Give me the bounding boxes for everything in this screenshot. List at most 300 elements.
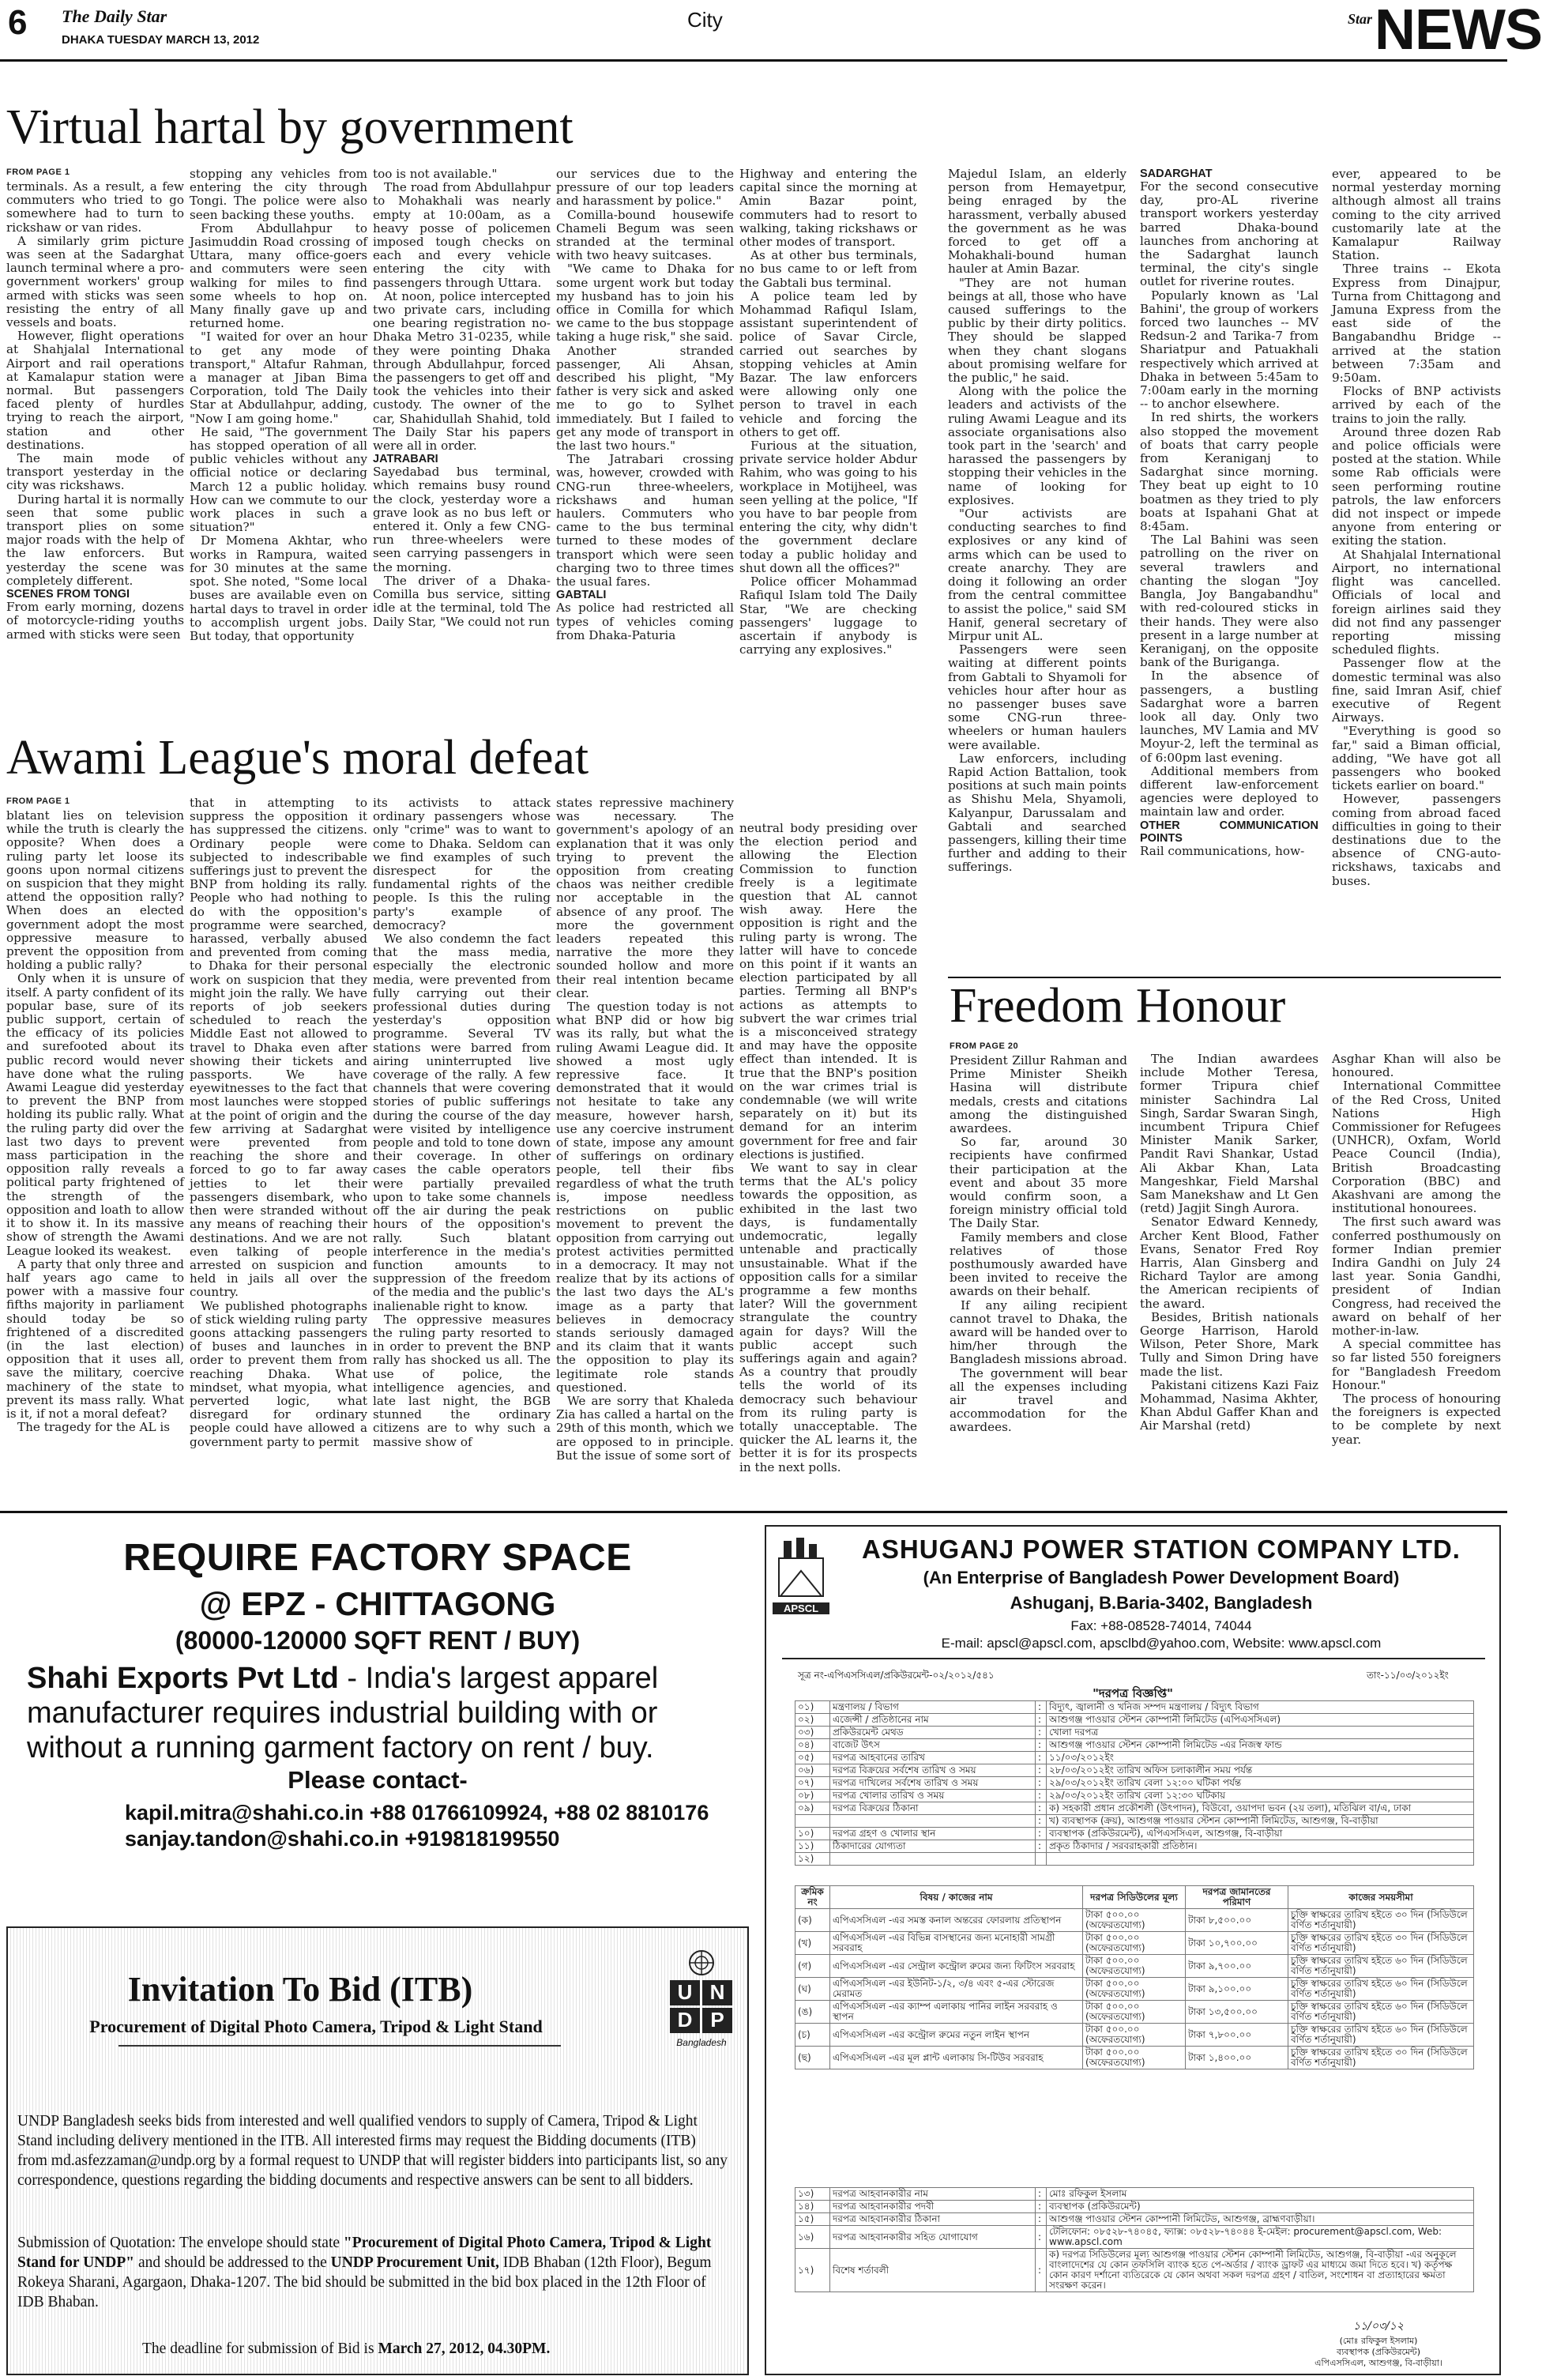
item-number: (ঙ) <box>795 2001 830 2024</box>
separator: : <box>1036 1790 1047 1802</box>
field-value: ব্যবস্থাপক (প্রকিউরমেন্ট), এপিএসসিএল, আশুগঞ্জ, বি-বাড়ীয়া <box>1047 1828 1474 1840</box>
paragraph: Asghar Khan will also be honoured. <box>1332 1052 1501 1080</box>
logo-letter: P <box>702 2008 732 2033</box>
field-label: দরপত্র আহবানকারীর নাম <box>830 2188 1036 2201</box>
item-description: এপিএসসিএল -এর সেন্ট্রাল কন্ট্রোল রুমের জন্য ফিটিংস সরবরাহ <box>830 1955 1083 1978</box>
undp-logo <box>660 1949 743 2047</box>
paragraph: Popularly known as 'Lal Bahini', the group of workers forced two launches -- MV Redsun-2 and Tarika-7 from Shariatpur and Patuakhali respectively which arrived at Dhaka in between 5:45am to 7:00am early in the morning -- to anchor elsewhere. <box>1140 288 1318 412</box>
apscl-title: ASHUGANJ POWER STATION COMPANY LTD. <box>862 1535 1461 1564</box>
logo-letter: U <box>670 1980 700 2005</box>
field-label: এজেন্সী / প্রতিষ্ঠানের নাম <box>830 1714 1036 1727</box>
subhead: SADARGHAT <box>1140 168 1213 180</box>
security-amount: টাকা ৭,৮০০.০০ <box>1186 2024 1288 2047</box>
separator: : <box>1036 1840 1047 1853</box>
article3-col1 <box>950 1041 1127 1504</box>
paragraph: A special committee has so far listed 550 foreigners for "Bangladesh Freedom Honour." <box>1332 1337 1501 1392</box>
field-value: খোলা দরপত্র <box>1047 1727 1474 1739</box>
headline-virtual-hartal: Virtual hartal by government <box>6 100 574 154</box>
row-number: ১৫) <box>795 2213 830 2226</box>
ad-title: REQUIRE FACTORY SPACE <box>123 1537 632 1579</box>
field-value: ক) দরপত্র সিডিউলের মূল্য আশুগঞ্জ পাওয়ার স্টেশন কোম্পানী লিমিটেড, আশুগঞ্জ, বি-বাড়ীয়া -এর অনুকূলে বাংলাদেশের যে কোন তফসিলি ব্যাংক হতে পে-অর্ডার / ব্যাংক ড্রাফট এর মাধ্যমে জমা দিতে হবে। খ) কর্তৃপক্ষ কোন কারণ দর্শানো ব্যতিরেকে যে কোন অথবা সকল দরপত্র গ্রহণ / বাতিল, সংশোধন বা প্রত্যাহারের ক্ষমতা সংরক্ষণ করেন। <box>1047 2249 1474 2292</box>
item-number: (চ) <box>795 2024 830 2047</box>
signature-date: ১১/০৩/১২ <box>1353 2320 1404 2333</box>
text: Submission of Quotation: The envelope should state <box>17 2235 344 2251</box>
paragraph: Additional members from different law-enforcement agencies were deployed to maintain law and order. <box>1140 763 1318 819</box>
column-header: বিষয় / কাজের নাম <box>830 1886 1083 1909</box>
ad-body-text: - India's largest apparel manufacturer requires industrial building with or without a running garment factory on rent / buy. <box>27 1662 659 1764</box>
field-label: দরপত্র গ্রহণ ও খোলার স্থান <box>830 1828 1036 1840</box>
field-label: দরপত্র দাখিলের সর্বশেষ তারিখ ও সময় <box>830 1777 1036 1790</box>
paragraph: International Committee of the Red Cross, United Nations High Commissioner for Refugees (UNHCR), Oxfam, World Peace Council (India), British Broadcasting Corporation (BBC) and Akashvani are among the institutional honourees. <box>1332 1079 1501 1216</box>
headline-awami-league: Awami League's moral defeat <box>6 731 589 785</box>
signatory-org: এপিএসসিএল, আশুগঞ্জ, বি-বাড়ীয়া। <box>1314 2358 1442 2368</box>
paragraph: "We came to Dhaka for some urgent work but today my husband has to join his office in Comilla for which we came to the bus stoppage taking a huge risk," she said. <box>556 262 734 345</box>
paragraph: Passengers were seen waiting at different points from Gabtali to Shyamoli for vehicles hour after hour as no passenger buses save some CNG-run three-wheelers or human haulers were available. <box>948 642 1126 752</box>
company-name: Shahi Exports Pvt Ltd <box>27 1662 339 1695</box>
field-label: দরপত্র আহবানকারীর সহিত যোগাযোগ <box>830 2226 1036 2249</box>
item-number: (গ) <box>795 1955 830 1978</box>
field-label: বাজেট উৎস <box>830 1739 1036 1752</box>
paragraph: He said, "The government has stopped operation of all public vehicles without any official notice or declaring March 12 a public holiday. How can we commute to our work places in such a situation?" <box>190 424 367 535</box>
paragraph: "Our activists are conducting searches to find explosives or any kind of arms which can be used to create anarchy. They are doing it following an order from the central committee to assist the police," said SM Hanif, general secretary of Mirpur unit AL. <box>948 507 1126 643</box>
itb-subtitle: Procurement of Digital Photo Camera, Tripod & Light Stand <box>89 2017 543 2036</box>
masthead: The Daily Star <box>62 6 167 26</box>
paragraph: However, passengers coming from abroad faced difficulties in going to their destinations due to the absence of CNG-auto-rickshaws, taxicabs and buses. <box>1332 792 1501 888</box>
paragraph: The Lal Bahini was seen patrolling on the river on several trawlers and chanting the slogan "Joy Bangla, Joy Bangabandhu" with red-coloured sticks in their hands. They were also present in a large number at Keraniganj, on the opposite bank of the Buriganga. <box>1140 533 1318 670</box>
table-row <box>795 2226 1474 2249</box>
paragraph: Police officer Mohammad Rafiqul Islam told The Daily Star, "We are checking passengers' luggage to ascertain if anybody is carrying any explosives." <box>739 574 917 657</box>
paragraph: The question today is not what BNP did or how big was its rally, but what the ruling Awami League did. It showed a most ugly repressive face. It demonstrated that it would not hesitate to take any measure, however harsh, use any coercive instrument of state, impose any amount of sufferings on ordinary people, tell their fibs regardless of what the truth is, impose needless restrictions on public movement to prevent the opposition from carrying out protest activities permitted in a democracy. It may not realize that by its actions of the last two days the AL's image as a party that believes in democracy stands seriously damaged and its claim that it wants the opposition to play its legitimate role stands questioned. <box>556 1000 734 1395</box>
table-row <box>795 1853 1474 1866</box>
paragraph: At Shahjalal International Airport, no international flight was cancelled. Officials of local and foreign airlines said they did not find any passenger reporting missing scheduled flights. <box>1332 547 1501 657</box>
paragraph: President Zillur Rahman and Prime Minister Sheikh Hasina will distribute medals, crests and citations among the distinguished awardees. <box>950 1053 1127 1136</box>
field-label: দরপত্র খোলার তারিখ ও সময় <box>830 1790 1036 1802</box>
separator: : <box>1036 1739 1047 1752</box>
divider <box>782 1658 1485 1659</box>
paragraph: Rail communications, how- <box>1140 843 1305 858</box>
field-value: আশুগঞ্জ পাওয়ার স্টেশন কোম্পানী লিমিটেড -এর নিজস্ব ফান্ড <box>1047 1739 1474 1752</box>
item-number: (ঘ) <box>795 1978 830 2001</box>
item-number: (খ) <box>795 1932 830 1955</box>
row-number: ১৭) <box>795 2249 830 2292</box>
row-number: ১০) <box>795 1828 830 1840</box>
ad-undp-itb <box>6 1926 749 2375</box>
table-row <box>795 2001 1474 2024</box>
row-number: ০৩) <box>795 1727 830 1739</box>
row-number: ১৩) <box>795 2188 830 2201</box>
ads-divider <box>0 1511 1507 1513</box>
row-number: ১১) <box>795 1840 830 1853</box>
apscl-subtitle: (An Enterprise of Bangladesh Power Development Board) <box>923 1568 1400 1587</box>
tender-info-table <box>795 1700 1474 1866</box>
paragraph: Only when it is unsure of itself. A party confident of its popular base, sure of its public support, certain of the efficacy of its policies and surefooted about its public record would never have done what the ruling Awami League did yesterday to prevent the BNP from holding its public rally. What the ruling party did over the last two days to prevent mass participation in the opposition rally reveals a political party frightened of the strength of the opposition and loath to allow it to show it. In its massive show of strength the Awami League looked its weakest. <box>6 971 184 1258</box>
paragraph: A similarly grim picture was seen at the Sadarghat launch terminal where a pro-government workers' group armed with sticks was seen resisting the entry of all vessels and boats. <box>6 233 184 330</box>
field-value: খ) ব্যবস্থাপক (ক্রয়), আশুগঞ্জ পাওয়ার স্টেশন কোম্পানী লিমিটেড, আশুগঞ্জ, বি-বাড়ীয়া <box>1047 1815 1474 1828</box>
security-amount: টাকা ১,৪০০.০০ <box>1186 2047 1288 2069</box>
separator: : <box>1036 1764 1047 1777</box>
field-value: ২৯/০৩/২০১২ইং তারিখ বেলা ১২:০০ ঘটিকা পর্যন্ত <box>1047 1777 1474 1790</box>
field-value: বিদ্যুৎ, জ্বালানী ও খনিজ সম্পদ মন্ত্রণালয় / বিদ্যুৎ বিভাগ <box>1047 1701 1474 1714</box>
field-label: প্রকিউরমেন্ট মেথড <box>830 1727 1036 1739</box>
table-row <box>795 2047 1474 2069</box>
itb-rule <box>118 2045 561 2047</box>
schedule-price: টাকা ৫০০.০০ (অফেরতযোগ্য) <box>1083 2024 1186 2047</box>
row-number: ০৬) <box>795 1764 830 1777</box>
field-value: আশুগঞ্জ পাওয়ার স্টেশন কোম্পানী লিমিটেড (এপিএসসিএল) <box>1047 1714 1474 1727</box>
itb-title: Invitation To Bid (ITB) <box>127 1970 473 2009</box>
field-value: মোঃ রফিকুল ইসলাম <box>1047 2188 1474 2201</box>
tender-items-table <box>795 1885 1474 2069</box>
paragraph: Passenger flow at the domestic terminal was also fine, said Imran Asif, chief executive of Regent Airways. <box>1332 656 1501 725</box>
paragraph: states repressive machinery was necessary. The government's apology of an explanation that it was only trying to prevent the opposition from creating chaos was neither credible nor acceptable in the absence of any proof. The more the government leaders repeated this narrative the more they sounded hollow and more their real intention became clear. <box>556 796 734 1000</box>
separator: : <box>1036 1701 1047 1714</box>
separator: : <box>1036 2249 1047 2292</box>
field-value: ১১/০৩/২০১২ইং <box>1047 1752 1474 1764</box>
paragraph: During hartal it is normally seen that some public transport plies on some major roads with the help of the law enforcers. But yesterday the scene was completely different. <box>6 491 184 588</box>
itb-deadline <box>142 2340 550 2358</box>
security-amount: টাকা ১৩,৫০০.০০ <box>1186 2001 1288 2024</box>
paragraph: Comilla-bound housewife Chameli Begum was seen stranded at the terminal with two heavy suitcases. <box>556 207 734 263</box>
paragraph: The driver of a Dhaka-Comilla bus service, sitting idle at the terminal, told The Daily Star, "We could not run <box>373 573 551 629</box>
paragraph: that in attempting to suppress the opposition it has suppressed the citizens. Ordinary people were subjected to indescribable sufferings just to prevent the BNP from holding its rally. People who had nothing to do with the opposition's programme were searched, harassed, verbally abused and prevented from coming to Dhaka for their personal work on suspicion that they might join the rally. We have reports of job seekers scheduled to reach the Middle East not allowed to travel to Dhaka even after showing their tickets and passports. We have eyewitnesses to the fact that most launches were stopped at the point of origin and the few arriving at Sadarghat were prevented from reaching the shore and forced to go to far away jetties to let their passengers disembark, who then were stranded without any means of reaching their destinations. And we are not even talking of people arrested on suspicion and held in jails all over the country. <box>190 796 367 1300</box>
logo-letter: D <box>670 2008 700 2033</box>
security-amount: টাকা ৮,৫০০.০০ <box>1186 1909 1288 1932</box>
column-header: দরপত্র জামানতের পরিমাণ <box>1186 1886 1288 1909</box>
paragraph: We are sorry that Khaleda Zia has called a hartal on the 29th of this month, which we are opposed to in principle. But the issue of some sort of <box>556 1393 735 1463</box>
schedule-price: টাকা ৫০০.০০ (অফেরতযোগ্য) <box>1083 1909 1186 1932</box>
separator: : <box>1036 1752 1047 1764</box>
column-header: কাজের সময়সীমা <box>1288 1886 1474 1909</box>
subhead: OTHER COMMUNICATION POINTS <box>1140 819 1318 845</box>
completion-time: চুক্তি স্বাক্ষরের তারিখ হইতে ৩০ দিন (সিডিউলে বর্ণিত শর্তানুযায়ী) <box>1288 1909 1474 1932</box>
paragraph: Law enforcers, including Rapid Action Battalion, took positions at such main points as Shishu Mela, Shyamoli, Kalyanpur, Darussalam and Gabtali and searched passengers, killing their time further and adding to their sufferings. <box>948 751 1126 875</box>
deadline-date: March 27, 2012, 04.30PM. <box>378 2340 551 2357</box>
column-header: ক্রমিক নং <box>795 1886 830 1909</box>
paragraph: Furious at the situation, private service holder Abdur Rahim, who was going to his workplace in Motijheel, was seen yelling at the police, "If you have to bar people from entering the city, why didn't the government declare today a public holiday and shut down all the offices?" <box>739 439 917 575</box>
logo-letter: N <box>702 1980 732 2005</box>
table-row <box>795 2188 1474 2201</box>
paragraph: The first such award was conferred posthumously on former Indian premier Indira Gandhi on July 24 last year. Sonia Gandhi, president of Indian Congress, had received the award on behalf of her mother-in-law. <box>1332 1214 1501 1339</box>
table-row <box>795 1714 1474 1727</box>
article2-col5 <box>739 822 917 1504</box>
item-description: এপিএসসিএল -এর বিভিন্ন বাসস্থানের জন্য মনোহারী সামগ্রী সরবরাহ <box>830 1932 1083 1955</box>
un-emblem-icon <box>678 1949 725 1977</box>
undp-letters <box>670 1980 733 2033</box>
paragraph: Three trains -- Ekota Express from Dinajpur, Turna from Chittagong and Jamuna Express from the east side of the Bangabandhu Bridge -- arrived at the station between 7:35am and 9:50am. <box>1332 262 1501 386</box>
item-number: (ক) <box>795 1909 830 1932</box>
item-number: (ছ) <box>795 2047 830 2069</box>
separator: : <box>1036 2213 1047 2226</box>
item-description: এপিএসসিএল -এর ইউনিট-১/২, ৩/৪ এবং ৫-এর স্টোরেজ মেরামত <box>830 1978 1083 2001</box>
paragraph: Family members and close relatives of those posthumously awarded have been invited to receive the awards on their behalf. <box>950 1230 1127 1299</box>
field-label: দরপত্র আহবানকারীর ঠিকানা <box>830 2213 1036 2226</box>
paragraph: If any ailing recipient cannot travel to Dhaka, the award will be handed over to him/her through the Bangladesh missions abroad. <box>950 1297 1127 1367</box>
row-number: ০৮) <box>795 1790 830 1802</box>
field-value <box>1047 1853 1474 1866</box>
text: and should be addressed to the <box>134 2254 331 2271</box>
paragraph: terminals. As a result, a few commuters who tried to go somewhere had to turn to rickshaw or van rides. <box>6 179 184 235</box>
paragraph: Another stranded passenger, Ali Ahsan, described his plight, "My father is very sick and asked me to go to Sylhet immediately. But I failed to get any mode of transport in the last two hours." <box>556 343 734 454</box>
separator: : <box>1036 2226 1047 2249</box>
paragraph: blatant lies on television while the truth is clearly the opposite? When does a ruling party let loose its goons upon normal citizens on suspicion that they might attend the opposition rally? When does an elected government adopt the most oppressive measure to prevent the opposition from holding a public rally? <box>6 808 184 973</box>
schedule-price: টাকা ৫০০.০০ (অফেরতযোগ্য) <box>1083 1932 1186 1955</box>
table-row <box>795 1955 1474 1978</box>
separator: : <box>1036 1714 1047 1727</box>
table-row <box>795 1815 1474 1828</box>
paragraph: Flocks of BNP activists arrived by each of the trains to join the rally. <box>1332 384 1501 426</box>
row-number: ১২) <box>795 1853 830 1866</box>
table-row <box>795 1739 1474 1752</box>
field-label: দরপত্র আহবানকারীর পদবী <box>830 2201 1036 2213</box>
signatory-name: (মোঃ রফিকুল ইসলাম) <box>1339 2336 1418 2346</box>
apscl-email: E-mail: apscl@apscl.com, apsclbd@yahoo.com, Website: www.apscl.com <box>941 1636 1382 1651</box>
paragraph: too is not available." <box>373 167 498 181</box>
text: The deadline for submission of Bid is <box>142 2340 378 2357</box>
table-row <box>795 1828 1474 1840</box>
page-header <box>0 0 1542 62</box>
article1-col8 <box>1332 168 1501 973</box>
paragraph: From early morning, dozens of motorcycle-riding youths armed with sticks were seen <box>6 600 184 642</box>
table-row <box>795 1932 1474 1955</box>
contact-info <box>125 1800 709 1852</box>
field-label: ঠিকাদারের যোগ্যতা <box>830 1840 1036 1853</box>
paragraph: Senator Edward Kennedy, Archer Kent Blood, Father Evans, Senator Fred Roy Harris, Alan Ginsberg and Richard Taylor are among the American recipients of the award. <box>1140 1214 1318 1311</box>
paragraph: Sayedabad bus terminal, which remains busy round the clock, yesterday wore a grave look as no bus left or entered it. Only a few CNG-run three-wheelers were seen carrying passengers in the morning. <box>373 465 551 574</box>
paragraph: A police team led by Mohammad Rafiqul Islam, assistant superintendent of police of Savar Circle, carried out searches by stopping vehicles at Amin Bazar. The law enforcers were allowing only one person to travel in each vehicle and forcing the others to get off. <box>739 288 917 439</box>
paragraph: Majedul Islam, an elderly person from Hemayetpur, being enraged by the harassment, verbally abused the government as he was forced to get off a Mohakhali-bound human hauler at Amin Bazar. <box>948 167 1126 277</box>
paragraph: The Indian awardees include Mother Teresa, former Tripura chief minister Sachindra Lal Singh, Sardar Swaran Singh, incumbent Tripura Chief Minister Manik Sarker, Pandit Ravi Shankar, Ustad Ali Akbar Khan, Lata Mangeshkar, Field Marshal Sam Manekshaw and Lt Gen (retd) Jagjit Singh Aurora. <box>1140 1052 1318 1216</box>
article1-col3 <box>373 168 551 725</box>
schedule-price: টাকা ৫০০.০০ (অফেরতযোগ্য) <box>1083 1978 1186 2001</box>
subhead: JATRABARI <box>373 453 438 466</box>
ad-body <box>27 1661 738 1765</box>
separator: : <box>1036 1777 1047 1790</box>
contact-line: sanjay.tandon@shahi.co.in +919818199550 <box>125 1827 560 1851</box>
paragraph: So far, around 30 recipients have confirmed their participation at the event and about 35 more would confirm soon, a foreign ministry official told The Daily Star. <box>950 1135 1127 1231</box>
subhead: GABTALI <box>556 589 607 602</box>
paragraph: ever, appeared to be normal yesterday morning although almost all trains coming to the city arrived customarily late at the Kamalapur Railway Station. <box>1332 167 1501 263</box>
field-value: প্রকৃত ঠিকাদার / সরবরাহকারী প্রতিষ্ঠান। <box>1047 1840 1474 1853</box>
row-number: ০৪) <box>795 1739 830 1752</box>
item-description: এপিএসসিএল -এর মূল প্লান্ট এলাকায় সি-টিউব সরবরাহ <box>830 2047 1083 2069</box>
field-value: ২৯/০৩/২০১২ইং তারিখ বেলা ১২:৩০ ঘটিকায় <box>1047 1790 1474 1802</box>
paragraph: Highway and entering the capital since the morning at Amin Bazar point, commuters had to resort to walking, taking rickshaws or other modes of transport. <box>739 167 917 250</box>
table-row <box>795 2249 1474 2292</box>
power-plant-icon <box>773 1536 829 1602</box>
article2-col4 <box>556 796 734 1504</box>
paragraph: "I waited for over an hour to get any mode of transport," Altafur Rahman, a manager at Jiban Bima Corporation, told The Daily Star at Abdullahpur, adding, "Now I am going home." <box>190 330 367 426</box>
field-value: ২৮/০৩/২০১২ইং তারিখ অফিস চলাকালীন সময় পর্যন্ত <box>1047 1764 1474 1777</box>
text: IDB Bhaban (12th Floor), Begum Rokeya Sharani, Agargaon, Dhaka-1207. The bid should be submitted in the bid box placed in the 12th Floor of IDB Bhaban. <box>17 2254 712 2310</box>
paragraph: The road from Abdullahpur to Mohakhali was nearly empty at 10:00am, as a heavy posse of policemen imposed tough checks on each and every vehicle entering the city with passengers through Uttara. <box>373 180 551 290</box>
table-row <box>795 1978 1474 2001</box>
itb-paragraph: UNDP Bangladesh seeks bids from interested and well qualified vendors to supply of Camera, Tripod & Light Stand including delivery mentioned in the ITB. All interested firms may request the Bidding documents (ITB) from md.asfezzaman@undp.org by a formal request to UNDP that will register bidders into participants list, so any correspondence, questions regarding the bidding documents and respective answers can be sent to all bidders. <box>17 2113 728 2189</box>
table-row <box>795 1764 1474 1777</box>
schedule-price: টাকা ৫০০.০০ (অফেরতযোগ্য) <box>1083 2001 1186 2024</box>
table-row <box>795 1777 1474 1790</box>
from-page-label: FROM PAGE 1 <box>6 168 70 177</box>
section-label: City <box>687 8 723 32</box>
paragraph: A party that only three and half years ago came to power with a massive four fifths majority in parliament should today be so frightened of a discredited (in the last election) opposition that it uses all, save the military, coercive machinery of the state to prevent its mass rally. What is it, if not a moral defeat? <box>6 1256 184 1421</box>
paragraph: We want to say in clear terms that the AL's policy towards the opposition, as exhibited in the last two days, is fundamentally undemocratic, legally untenable and practically unsustainable. What if the opposition calls for a similar programme a few months later? Will the government strangulate the country again for days? Will the public accept such sufferings again and again? As a country that proudly tells the world of its democracy such behaviour from its ruling party is totally unacceptable. The quicker the AL learns it, the better it is for its prospects in the next polls. <box>739 1161 917 1474</box>
paragraph: The Jatrabari crossing was, however, crowded with CNG-run three-wheelers, rickshaws and human haulers. Commuters who came to the bus terminal turned to these modes of transport which were seen charging two to three times the usual fares. <box>556 452 734 589</box>
ad-size: (80000-120000 SQFT RENT / BUY) <box>175 1626 581 1655</box>
table-row <box>795 1752 1474 1764</box>
apscl-address: Ashuganj, B.Baria-3402, Bangladesh <box>1010 1593 1313 1613</box>
paragraph: neutral body presiding over the election period and allowing the Election Commission to function freely is a legitimate question that AL cannot wish away. Here the opposition is right and the ruling party is wrong. The latter will have to concede on this point if it wants an election participated by all parties. Terming all BNP's actions as attempts to subvert the war crimes trial is a misconceived strategy and may have the opposite effect than intended. It is true that the BNP's position on the war crimes trial is condemnable (we will write separately on it) but its demand for an interim government for free and fair elections is justified. <box>739 821 917 1162</box>
article3-col3 <box>1332 1053 1501 1504</box>
field-value: আশুগঞ্জ পাওয়ার স্টেশন কোম্পানী লিমিটেড, আশুগঞ্জ, ব্রাহ্মণবাড়ীয়া। <box>1047 2213 1474 2226</box>
schedule-price: টাকা ৫০০.০০ (অফেরতযোগ্য) <box>1083 1955 1186 1978</box>
separator: : <box>1036 2201 1047 2213</box>
row-number: ০১) <box>795 1701 830 1714</box>
completion-time: চুক্তি স্বাক্ষরের তারিখ হইতে ৬০ দিন (সিডিউলে বর্ণিত শর্তানুযায়ী) <box>1288 2024 1474 2047</box>
itb-submission <box>17 2233 728 2312</box>
apscl-logo <box>773 1536 829 1615</box>
table-row <box>795 1802 1474 1815</box>
row-number: ০৫) <box>795 1752 830 1764</box>
star-brand-logo: Star <box>1348 11 1373 27</box>
article3-col2 <box>1140 1053 1318 1504</box>
row-number: ০২) <box>795 1714 830 1727</box>
text: UNDP Procurement Unit, <box>330 2254 499 2271</box>
text: "Procurement of Digital Photo Camera, Tripod & Light Stand for UNDP" <box>17 2235 712 2271</box>
security-amount: টাকা ৯,১০০.০০ <box>1186 1978 1288 2001</box>
field-value: টেলিফোন: ০৮৫২৮-৭৪০৪৫, ফ্যাক্স: ০৮৫২৮-৭৪০৪৪ ই-মেইল: procurement@apscl.com, Web: www.apscl.com <box>1047 2226 1474 2249</box>
paragraph: However, flight operations at Shahjalal International Airport and rail operations at Kamalapur station were normal. But passengers faced plenty of hurdles trying to reach the airport, station and other destinations. <box>6 329 184 452</box>
separator: : <box>1036 1815 1047 1828</box>
page-number: 6 <box>8 3 28 42</box>
column-header: দরপত্র সিডিউলের মূল্য <box>1083 1886 1186 1909</box>
ad-factory-space <box>6 1525 749 1904</box>
article2-col2 <box>190 796 367 1504</box>
logo-text: APSCL <box>773 1602 829 1614</box>
article1-col2 <box>190 168 367 725</box>
table-row <box>795 1909 1474 1932</box>
separator <box>1036 1853 1047 1866</box>
paragraph: Besides, British nationals George Harrison, Harold Wilson, Peter Shore, Mark Tully and Simon Dring have made the list. <box>1140 1309 1318 1379</box>
completion-time: চুক্তি স্বাক্ষরের তারিখ হইতে ৬০ দিন (সিডিউলে বর্ণিত শর্তানুযায়ী) <box>1288 1978 1474 2001</box>
tender-contact-table <box>795 2187 1474 2292</box>
headline-freedom-honour: Freedom Honour <box>950 979 1286 1033</box>
paragraph: our services due to the pressure of our top leaders and harassment by police." <box>556 167 734 209</box>
paragraph: At noon, police intercepted two private cars, including one bearing registration no-Dhaka Metro 31-0235, while they were pointing Dhaka through Abdullahpur, forced the passengers to get off and took the vehicles into their custody. The owner of the car, Shahidullah Shahid, told The Daily Star his papers were all in order. <box>373 288 551 454</box>
completion-time: চুক্তি স্বাক্ষরের তারিখ হইতে ৬০ দিন (সিডিউলে বর্ণিত শর্তানুযায়ী) <box>1288 2001 1474 2024</box>
subhead: SCENES FROM TONGI <box>6 588 130 601</box>
article2-col3 <box>373 796 551 1504</box>
paragraph: In the absence of passengers, a bustling Sadarghat wore a barren look all day. Only two launches, MV Lamia and MV Moyur-2, left the terminal as of 6:00pm last evening. <box>1140 668 1318 765</box>
paragraph: Around three dozen Rab and police officials were posted at the station. While some Rab officials were seen performing routine patrols, the law enforcers did not inspect or impede anyone from entering or exiting the station. <box>1332 424 1501 548</box>
article2-col1 <box>6 796 184 1504</box>
from-page-label: FROM PAGE 1 <box>6 796 70 806</box>
news-label: NEWS <box>1375 0 1542 62</box>
contact-label: Please contact- <box>288 1766 468 1794</box>
field-value: ব্যবস্থাপক (প্রকিউরমেন্ট) <box>1047 2201 1474 2213</box>
table-row <box>795 2024 1474 2047</box>
completion-time: চুক্তি স্বাক্ষরের তারিখ হইতে ৩০ দিন (সিডিউলে বর্ণিত শর্তানুযায়ী) <box>1288 2047 1474 2069</box>
field-label: দরপত্র বিক্রয়ের সর্বশেষ তারিখ ও সময় <box>830 1764 1036 1777</box>
paragraph: Along with the police the leaders and activists of the ruling Awami League and its associate organisations also took part in the 'search' and harassed the passengers by stopping their vehicles in the name of looking for explosives. <box>948 384 1126 507</box>
field-label: দরপত্র বিক্রয়ের ঠিকানা <box>830 1802 1036 1815</box>
article1-col4 <box>556 168 734 725</box>
paragraph: its activists to attack ordinary passengers whose only "crime" was to want to come to Dhaka. Seldom can we find examples of such disrespect for the fundamental rights of the people. Is this the ruling party's example of democracy? <box>373 796 551 932</box>
row-number: ০৭) <box>795 1777 830 1790</box>
contact-line: kapil.mitra@shahi.co.in +88 01766109924, +88 02 8810176 <box>125 1801 709 1825</box>
paragraph: Pakistani citizens Kazi Faiz Mohammad, Nasima Akhter, Khan Abdul Gaffer Khan and Air Marshal (retd) <box>1140 1377 1318 1433</box>
completion-time: চুক্তি স্বাক্ষরের তারিখ হইতে ৬০ দিন (সিডিউলে বর্ণিত শর্তানুযায়ী) <box>1288 1955 1474 1978</box>
completion-time: চুক্তি স্বাক্ষরের তারিখ হইতে ৩০ দিন (সিডিউলে বর্ণিত শর্তানুযায়ী) <box>1288 1932 1474 1955</box>
paragraph: As at other bus terminals, no bus came to or left from the Gabtali bus terminal. <box>739 248 917 290</box>
item-description: এপিএসসিএল -এর সমস্ত কনাল অন্তরের ফোরলায় প্রতিস্থাপন <box>830 1909 1083 1932</box>
memo-ref: সূত্র নং-এপিএসসিএল/প্রকিউরমেন্ট-০২/২০১২/৫৪১ <box>798 1670 995 1681</box>
article1-col1 <box>6 168 184 725</box>
ad-apscl-tender <box>765 1525 1501 2375</box>
paragraph: The process of honouring the foreigners is expected to be complete by next year. <box>1332 1391 1501 1447</box>
table-row <box>795 1727 1474 1739</box>
article1-col6 <box>948 168 1126 973</box>
row-number: ১৪) <box>795 2201 830 2213</box>
signatory-title: ব্যবস্থাপক (প্রকিউরমেন্ট) <box>1336 2347 1420 2357</box>
security-amount: টাকা ১০,৭০০.০০ <box>1186 1932 1288 1955</box>
separator: : <box>1036 1828 1047 1840</box>
paragraph: "Everything is good so far," said a Biman official, adding, "We have got all passengers who booked tickets earlier on board." <box>1332 724 1501 793</box>
row-number: ০৯) <box>795 1802 830 1815</box>
field-label: দরপত্র আহবানের তারিখ <box>830 1752 1036 1764</box>
paragraph: For the second consecutive day, pro-AL riverine transport workers yesterday barred Dhaka-bound launches from anchoring at the Sadarghat launch terminal, the city's single outlet for riverine routes. <box>1140 179 1318 289</box>
paragraph: Dr Momena Akhtar, who works in Rampura, waited for 30 minutes at the same spot. She noted, "Some local buses are available even on hartal days to travel in order to accomplish urgent jobs. But today, that opportunity <box>190 533 367 643</box>
paragraph: We also condemn the fact that the mass media, especially the electronic media, were prevented from fully carrying out their professional duties during yesterday's opposition programme. Several TV stations were barred from airing uninterrupted live coverage of the rally. A few channels that were covering stories of public sufferings during the course of the day were visited by intelligence people and told to tone down their coverage. In other cases the cable operators were partially prevailed upon to take some channels off the air during the peak hours of the opposition's rally. Such blatant interference in the media's function amounts to suppression of the freedom of the media and the public's inalienable right to know. <box>373 932 551 1313</box>
notice-title: "দরপত্র বিজ্ঞপ্তি" <box>1093 1686 1173 1700</box>
paragraph: The tragedy for the AL is <box>17 1420 171 1435</box>
apscl-fax: Fax: +88-08528-74014, 74044 <box>1070 1618 1252 1633</box>
from-page-label: FROM PAGE 20 <box>950 1041 1019 1051</box>
security-amount: টাকা ৯,৭০০.০০ <box>1186 1955 1288 1978</box>
row-number <box>795 1815 830 1828</box>
field-label <box>830 1815 1036 1828</box>
dateline: DHAKA TUESDAY MARCH 13, 2012 <box>62 33 260 47</box>
memo-date: তাং-১১/০৩/২০১২ইং <box>1367 1670 1449 1681</box>
paragraph: The main mode of transport yesterday in the city was rickshaws. <box>6 451 184 493</box>
signature-block <box>1272 2317 1485 2369</box>
row-number: ১৬) <box>795 2226 830 2249</box>
paragraph: "They are not human beings at all, those who have caused sufferings to the public by their dirty politics. They should be slapped when they chant slogans about promising welfare for the public," he said. <box>948 275 1126 386</box>
table-row <box>795 1701 1474 1714</box>
item-description: এপিএসসিএল -এর কন্ট্রোল রুমের নতুন লাইন স্থাপন <box>830 2024 1083 2047</box>
table-row <box>795 2201 1474 2213</box>
table-row <box>795 1840 1474 1853</box>
field-label: বিশেষ শর্তাবলী <box>830 2249 1036 2292</box>
undp-caption: Bangladesh <box>676 2037 727 2048</box>
field-label: মন্ত্রণালয় / বিভাগ <box>830 1701 1036 1714</box>
paragraph: From Abdullahpur to Jasimuddin Road crossing of Uttara, many office-goers and commuters were seen walking for miles to find some wheels to hop on. Many finally gave up and returned home. <box>190 220 367 331</box>
item-description: এপিএসসিএল -এর ক্যাম্প এলাকায় পানির লাইন সরবরাহ ও স্থাপন <box>830 2001 1083 2024</box>
paragraph: As police had restricted all types of vehicles coming from Dhaka-Paturia <box>556 601 734 642</box>
paragraph: The government will bear all the expenses including air travel and accommodation for the awardees. <box>950 1365 1127 1435</box>
separator: : <box>1036 2188 1047 2201</box>
table-row <box>795 2213 1474 2226</box>
paragraph: We published photographs of stick wielding ruling party goons attacking passengers of buses and launches in order to prevent them from reaching Dhaka. What mindset, what myopia, what perverted logic, what disregard for ordinary people could have allowed a government party to permit <box>190 1298 367 1449</box>
field-value: ক) সহকারী প্রধান প্রকৌশলী (উৎপাদন), বিউবো, ওয়াপদা ভবন (২য় তলা), মতিঝিল বা/এ, ঢাকা <box>1047 1802 1474 1815</box>
article1-col5 <box>739 168 917 725</box>
separator: : <box>1036 1727 1047 1739</box>
paragraph: The oppressive measures the ruling party resorted to in order to prevent the BNP rally has shocked us all. The use of police, the intelligence agencies, and late last night, the BGB stunned the ordinary citizens are to why such a massive show of <box>373 1312 551 1449</box>
field-label <box>830 1853 1036 1866</box>
ad-location: @ EPZ - CHITTAGONG <box>199 1585 556 1622</box>
schedule-price: টাকা ৫০০.০০ (অফেরতযোগ্য) <box>1083 2047 1186 2069</box>
paragraph: stopping any vehicles from entering the city through Tongi. The police were also seen backing these youths. <box>190 167 367 222</box>
article1-col7 <box>1140 168 1318 973</box>
separator: : <box>1036 1802 1047 1815</box>
